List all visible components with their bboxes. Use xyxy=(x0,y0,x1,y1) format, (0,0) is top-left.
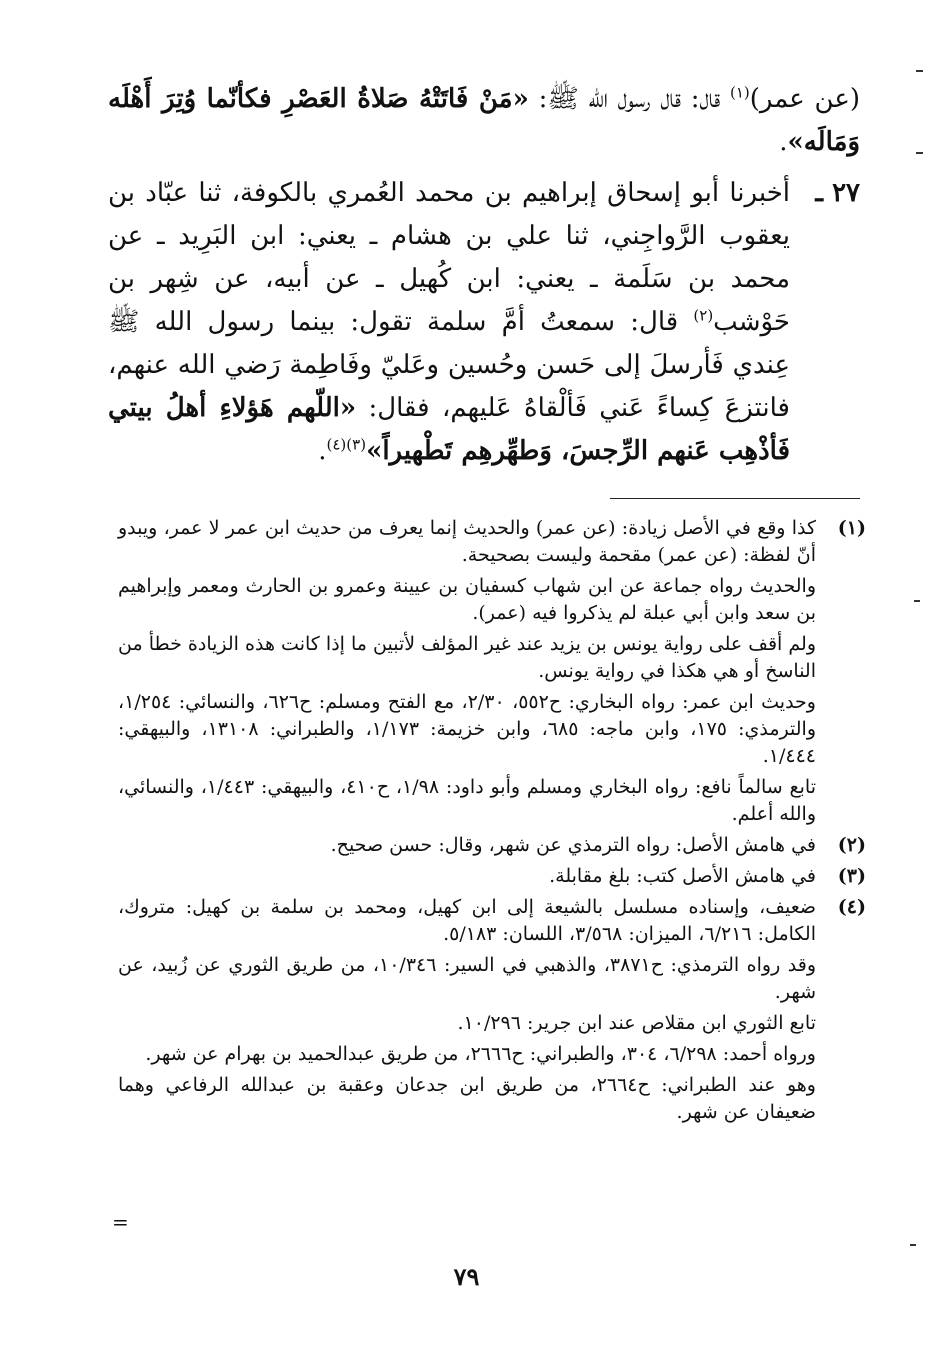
page-number: ٧٩ xyxy=(453,1262,480,1291)
footnote-paragraph: وقد رواه الترمذي: ح٣٨٧١، والذهبي في السير: ١٠/٣٤٦، من طريق الثوري عن زُبيد، عن شهر. xyxy=(118,954,816,1003)
footnote-paragraph: تابع الثوري ابن مقلاص عند ابن جرير: ١٠/٢٩٦. xyxy=(457,1012,816,1034)
continuation-mark: = xyxy=(112,1210,129,1234)
hadith-26-continuation xyxy=(108,78,860,164)
narration-text: قال: سمعتُ أمَّ سلمة تقول: بينما رسول الله ﷺ عِندي فَأرسلَ إلى حَسن وحُسين وعَليّ وفَاطِمة رَضي الله عنهم، فانتزعَ كِساءً عَني فَألْقاهُ عَليهم، فقال: xyxy=(108,307,790,423)
isnad-text: أخبرنا أبو إسحاق إبراهيم بن محمد العُمري بالكوفة، ثنا عبّاد بن يعقوب الرَّواجِني، ثنا علي بن هشام ـ يعني: ابن البَرِيد ـ عن محمد بن سَلَمة ـ يعني: ابن كُهيل ـ عن أبيه، عن شِهر بن حَوْشب xyxy=(108,178,790,337)
period: . xyxy=(779,127,788,157)
footnote-ref-3-4[interactable]: (٣)(٤) xyxy=(326,435,367,454)
footnote-ref-2[interactable]: (٢) xyxy=(693,306,714,325)
footnote-number: (٣) xyxy=(837,865,866,887)
footnote-2 xyxy=(118,832,866,859)
footnote-4 xyxy=(118,894,866,1126)
hadith-number: ٢٧ ـ xyxy=(815,178,860,208)
footnote-paragraph: وحديث ابن عمر: رواه البخاري: ح٥٥٢، ٢/٣٠، مع الفتح ومسلم: ح٦٢٦، والنسائي: ١/٢٥٤، والترمذي: ١٧٥، وابن ماجه: ٦٨٥، وابن خزيمة: ١/١٧٣، والطبراني: ١٣١٠٨، والبيهقي: ١/٤٤٤. xyxy=(118,691,816,767)
footnote-3 xyxy=(118,863,866,890)
footnote-paragraph: ضعيف، وإسناده مسلسل بالشيعة إلى ابن كهيل، ومحمد بن سلمة بن كهيل: متروك، الكامل: ٦/٢١٦، الميزان: ٣/٥٦٨، اللسان: ٥/١٨٣. xyxy=(118,896,816,945)
lead-text: (عن عمر) xyxy=(749,84,861,114)
footnote-paragraph: كذا وقع في الأصل زيادة: (عن عمر) والحديث إنما يعرف من حديث ابن عمر لا عمر، ويبدو أنّ لفظة: (عن عمر) مقحمة وليست بصحيحة. xyxy=(118,517,816,566)
scan-mark xyxy=(916,152,923,154)
footnote-1 xyxy=(118,515,866,828)
main-text xyxy=(108,78,860,473)
hadith-27 xyxy=(108,172,860,473)
hadith-quote: «مَنْ فَاتَتْهُ صَلاةُ العَصْرِ فكأنّما وُتِرَ أَهْلَه وَمَالَه» xyxy=(108,84,860,157)
footnote-number: (١) xyxy=(837,517,866,539)
footnote-number: (٢) xyxy=(837,834,866,856)
scan-mark xyxy=(916,70,923,72)
footnote-paragraph: تابع سالماً نافع: رواه البخاري ومسلم وأبو داود: ١/٩٨، ح٤١٠، والبيهقي: ١/٤٤٣، والنسائي، والله أعلم. xyxy=(118,776,816,825)
footnote-paragraph: في هامش الأصل كتب: بلغ مقابلة. xyxy=(549,865,816,887)
footnote-separator xyxy=(610,498,860,499)
footnote-paragraph: وهو عند الطبراني: ح٢٦٦٤، من طريق ابن جدعان وعقبة بن عبدالله الرفاعي وهما ضعيفان عن شهر. xyxy=(118,1074,816,1123)
footnote-number: (٤) xyxy=(837,896,866,918)
footnote-ref-1[interactable]: (١) xyxy=(730,83,750,102)
scan-mark xyxy=(910,1244,916,1246)
footnote-paragraph: ورواه أحمد: ٦/٢٩٨، ٣٠٤، والطبراني: ح٢٦٦٦، من طريق عبدالحميد بن بهرام عن شهر. xyxy=(145,1043,816,1065)
narration-text: قال: قال رسول الله ﷺ: xyxy=(528,84,730,114)
footnotes xyxy=(118,515,866,1130)
period: . xyxy=(318,436,327,466)
footnote-paragraph: في هامش الأصل: رواه الترمذي عن شهر، وقال: حسن صحيح. xyxy=(330,834,816,856)
scan-mark xyxy=(914,600,920,602)
footnote-paragraph: ولم أقف على رواية يونس بن يزيد عند غير المؤلف لأتبين ما إذا كانت هذه الزيادة خطأ من الناسخ أو هي هكذا في رواية يونس. xyxy=(118,633,816,682)
footnote-paragraph: والحديث رواه جماعة عن ابن شهاب كسفيان بن عيينة وعمرو بن الحارث ومعمر وإبراهيم بن سعد وابن أبي عبلة لم يذكروا فيه (عمر). xyxy=(118,575,816,624)
hadith-quote: «اللّهم هَؤلاءِ أهلُ بيتي فَأذْهِب عَنهم الرِّجسَ، وَطهِّرهِم تَطْهيراً» xyxy=(108,393,790,466)
